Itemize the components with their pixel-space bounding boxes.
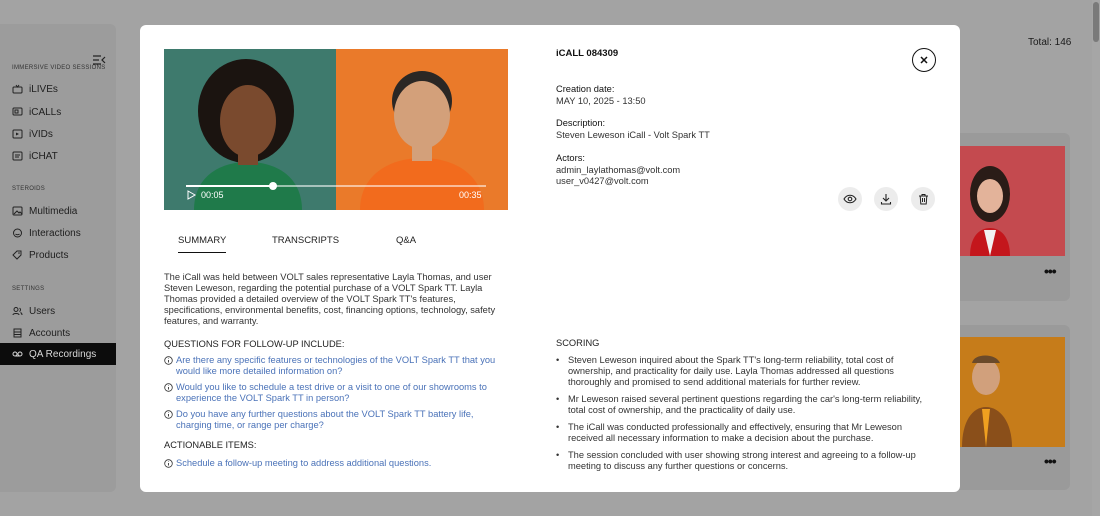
section-title-settings: SETTINGS — [12, 286, 45, 292]
trash-icon — [918, 193, 929, 205]
scoring-list — [556, 355, 926, 478]
sidebar-item-users[interactable] — [0, 300, 116, 322]
questions-list — [164, 355, 509, 436]
sidebar-item-label: iCALLs — [29, 106, 62, 118]
sidebar-item-label: QA Recordings — [29, 348, 97, 360]
sidebar-item-ichat[interactable] — [0, 145, 116, 167]
users-icon — [12, 306, 23, 316]
chat-icon — [12, 151, 23, 161]
video-current-time: 00:05 — [201, 190, 224, 200]
sidebar-item-label: Accounts — [29, 327, 71, 339]
play-icon[interactable] — [186, 190, 196, 200]
question-text: Do you have any further questions about the VOLT Spark TT battery life, charging time, or range per charge? — [176, 409, 474, 430]
smiley-icon — [12, 228, 23, 238]
download-button[interactable] — [874, 187, 898, 211]
actor-email: admin_laylathomas@volt.com — [556, 165, 681, 175]
sidebar-item-label: iVIDs — [29, 128, 53, 140]
creation-date-value: MAY 10, 2025 - 13:50 — [556, 96, 646, 106]
close-icon — [919, 55, 929, 65]
video-progress-fill — [186, 185, 273, 187]
bullet: • — [556, 422, 560, 432]
sidebar-item-products[interactable] — [0, 244, 116, 266]
bullet: • — [556, 355, 560, 365]
video-progress-handle[interactable] — [269, 182, 277, 190]
eye-icon — [843, 194, 857, 204]
description-label: Description: — [556, 118, 606, 128]
image-icon — [12, 206, 23, 216]
video-player[interactable] — [164, 49, 508, 210]
list-item — [556, 394, 926, 416]
live-camera-icon — [12, 84, 23, 94]
bullet: • — [556, 450, 560, 460]
sidebar-item-interactions[interactable] — [0, 222, 116, 244]
sidebar-item-ivids[interactable] — [0, 123, 116, 145]
question-text: Are there any specific features or technologies of the VOLT Spark TT that you would like more detailed information on? — [176, 355, 496, 376]
delete-button[interactable] — [911, 187, 935, 211]
sidebar-item-accounts[interactable] — [0, 322, 116, 344]
card-menu-button[interactable]: ••• — [1044, 263, 1056, 279]
recording-detail-modal — [140, 25, 960, 492]
list-item — [556, 450, 926, 472]
list-item — [556, 355, 926, 388]
info-circle-icon — [164, 409, 176, 431]
sidebar-item-ilives[interactable] — [0, 78, 116, 100]
list-item[interactable] — [164, 409, 509, 431]
bullet: • — [556, 394, 560, 404]
detail-tabs — [164, 231, 508, 253]
info-circle-icon — [164, 355, 176, 377]
total-count: Total: 146 — [1028, 37, 1072, 48]
info-circle-icon — [164, 458, 176, 471]
video-end-time: 00:35 — [459, 190, 482, 200]
scoring-text: Mr Leweson raised several pertinent questions regarding the car's long-term reliability, total cost of ownership, and the practicality of daily use. — [568, 394, 923, 415]
scoring-text: The session concluded with user showing strong interest and agreeing to a follow-up meeting to discuss any further questions or concerns. — [568, 450, 916, 471]
film-icon — [12, 129, 23, 139]
sidebar-item-label: iCHAT — [29, 150, 58, 162]
sidebar-item-qa-recordings[interactable] — [0, 343, 116, 365]
list-item[interactable] — [164, 382, 509, 404]
questions-title: QUESTIONS FOR FOLLOW-UP INCLUDE: — [164, 339, 345, 349]
sidebar — [0, 24, 116, 492]
page-scrollbar[interactable] — [1092, 0, 1100, 516]
sidebar-item-label: iLIVEs — [29, 83, 58, 95]
actionable-text: Schedule a follow-up meeting to address additional questions. — [176, 458, 432, 468]
section-title-steroids: STEROIDS — [12, 186, 46, 192]
recording-thumbnail — [960, 337, 1065, 447]
recording-card[interactable] — [952, 325, 1070, 490]
info-circle-icon — [164, 382, 176, 404]
tab-summary[interactable]: SUMMARY — [178, 235, 226, 253]
video-progress-bar[interactable] — [186, 185, 486, 187]
tab-transcripts[interactable]: TRANSCRIPTS — [272, 235, 340, 246]
summary-text: The iCall was held between VOLT sales representative Layla Thomas, and user Steven Leweson, regarding the potential purchase of a VOLT Spark TT. Layla Thomas provided a detailed overview of the VOLT Spark TT's features, specifications, environmental benefits, cost, financing options, technology, safety features, and warranty. — [164, 272, 496, 326]
close-button[interactable] — [912, 48, 936, 72]
sidebar-item-label: Multimedia — [29, 205, 78, 217]
view-button[interactable] — [838, 187, 862, 211]
scoring-text: Steven Leweson inquired about the Spark TT's long-term reliability, total cost of ownership, and practicality for daily use. Layla Thomas addressed all questions thoroughly and promised to send additional materials for further review. — [568, 355, 894, 387]
actionable-list — [164, 458, 509, 476]
description-value: Steven Leweson iCall - Volt Spark TT — [556, 130, 710, 140]
actionable-title: ACTIONABLE ITEMS: — [164, 440, 257, 450]
actor-email: user_v0427@volt.com — [556, 176, 649, 186]
building-icon — [12, 328, 23, 338]
list-item[interactable] — [164, 458, 509, 471]
card-menu-button[interactable]: ••• — [1044, 453, 1056, 469]
video-call-icon — [12, 107, 23, 117]
sidebar-item-icalls[interactable] — [0, 101, 116, 123]
sidebar-item-label: Products — [29, 249, 69, 261]
recording-title: iCALL 084309 — [556, 48, 619, 59]
scoring-title: SCORING — [556, 338, 600, 348]
question-text: Would you like to schedule a test drive or a visit to one of our showrooms to experience the VOLT Spark TT in person? — [176, 382, 487, 403]
section-title-immersive: IMMERSIVE VIDEO SESSIONS — [12, 65, 106, 71]
list-item[interactable] — [164, 355, 509, 377]
sidebar-item-label: Interactions — [29, 227, 81, 239]
download-icon — [880, 193, 892, 205]
actors-label: Actors: — [556, 153, 585, 163]
scoring-text: The iCall was conducted professionally and effectively, ensuring that Mr Leweson received all necessary information to make a decision about the purchase. — [568, 422, 903, 443]
recording-card[interactable] — [952, 133, 1070, 301]
tab-qa[interactable]: Q&A — [396, 235, 417, 246]
recording-icon — [12, 349, 23, 359]
list-item — [556, 422, 926, 444]
tag-icon — [12, 250, 23, 260]
scrollbar-thumb[interactable] — [1093, 2, 1099, 42]
recording-info — [556, 48, 806, 186]
sidebar-item-label: Users — [29, 305, 56, 317]
creation-date-label: Creation date: — [556, 84, 615, 94]
sidebar-item-multimedia[interactable] — [0, 200, 116, 222]
recording-thumbnail — [960, 146, 1065, 256]
